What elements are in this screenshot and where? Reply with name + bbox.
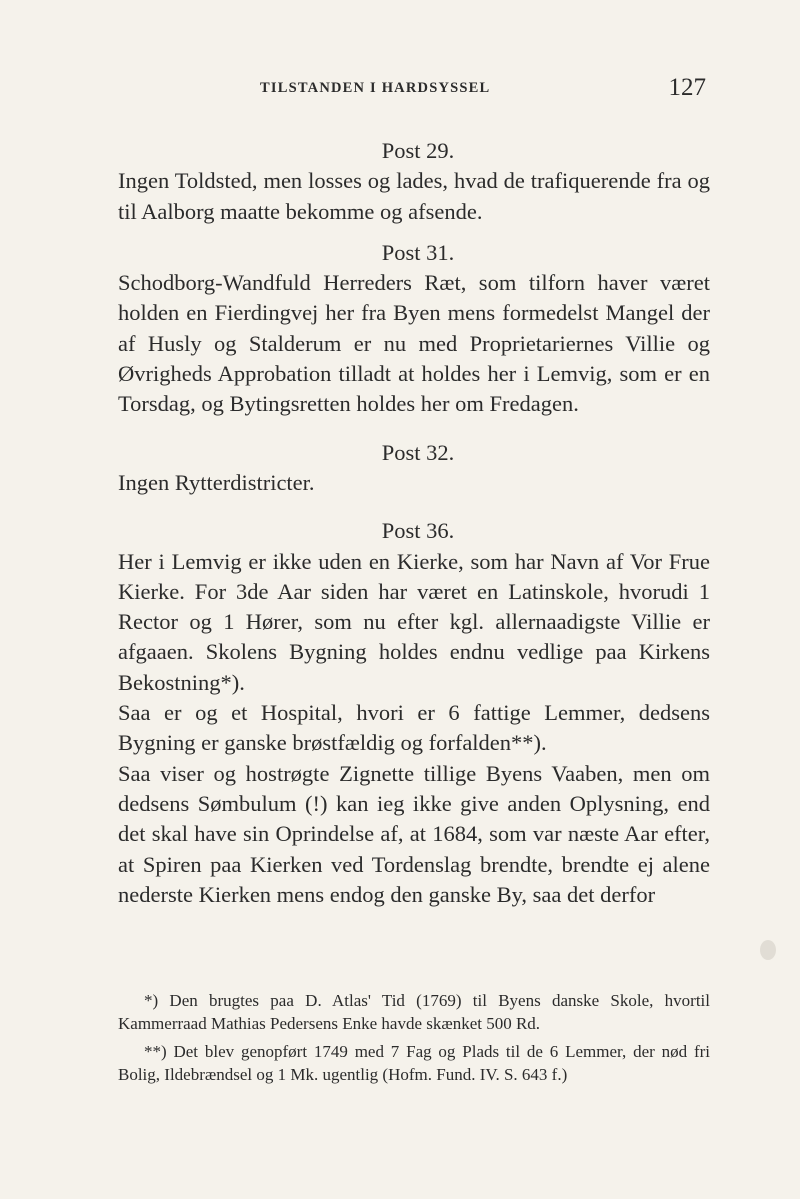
footnote-1: *) Den brugtes paa D. Atlas' Tid (1769) til Byens danske Skole, hvortil Kammerraad Mathias Pedersens Enke havde skænket 500 Rd.: [118, 991, 710, 1033]
body-text: [118, 136, 710, 910]
post-36-paragraph-1: Her i Lemvig er ikke uden en Kierke, som har Navn af Vor Frue Kierke. For 3de Aar siden har været en Latinskole, hvorudi 1 Rector og 1 Hører, som nu efter kgl. allernaadigste Villie er afgaaen. Skolens Bygning holdes endnu vedlige paa Kirkens Bekostning*).: [118, 548, 710, 695]
post-29-paragraph: Ingen Toldsted, men losses og lades, hvad de trafiquerende fra og til Aalborg maatte bekomme og afsende.: [118, 168, 710, 224]
running-title: TILSTANDEN I HARDSYSSEL: [260, 80, 491, 96]
post-heading-31: Post 31.: [381, 239, 455, 265]
page-smudge: [760, 940, 776, 960]
footnote-2: **) Det blev genopført 1749 med 7 Fag og Plads til de 6 Lemmer, der nød fri Bolig, Ildebrændsel og 1 Mk. ugentlig (Hofm. Fund. IV. S. 643 f.): [118, 1042, 710, 1084]
post-heading-29: Post 29.: [381, 138, 455, 163]
post-32-paragraph: Ingen Rytterdistricter.: [118, 469, 315, 495]
post-36-paragraph-2: Saa er og et Hospital, hvori er 6 fattige Lemmer, dedsens Bygning er ganske brøstfældig og forfalden**).: [118, 700, 710, 756]
post-heading-36: Post 36.: [381, 518, 455, 544]
footnotes: [118, 990, 710, 1092]
post-36-paragraph-3: Saa viser og hostrøgte Zignette tillige Byens Vaaben, men om dedsens Sømbulum (!) kan ieg ikke give anden Oplysning, end det skal have sin Oprindelse af, at 1684, som var næste Aar efter, at Spiren paa Kierken ved Tordenslag brendte, brendte ej alene nederste Kierken mens endog den ganske By, saa det derfor: [118, 760, 710, 907]
page-number: 127: [668, 74, 706, 101]
post-31-paragraph: Schodborg-Wandfuld Herreders Ræt, som tilforn haver været holden en Fierdingvej her fra Byen mens formedelst Mangel der af Husly og Stalderum er nu med Proprietariernes Villie og Øvrigheds Approbation tilladt at holdes her i Lemvig, som er en Torsdag, og Bytingsretten holdes her om Fredagen.: [118, 270, 710, 417]
post-heading-32: Post 32.: [381, 439, 455, 465]
running-head: [118, 74, 710, 108]
